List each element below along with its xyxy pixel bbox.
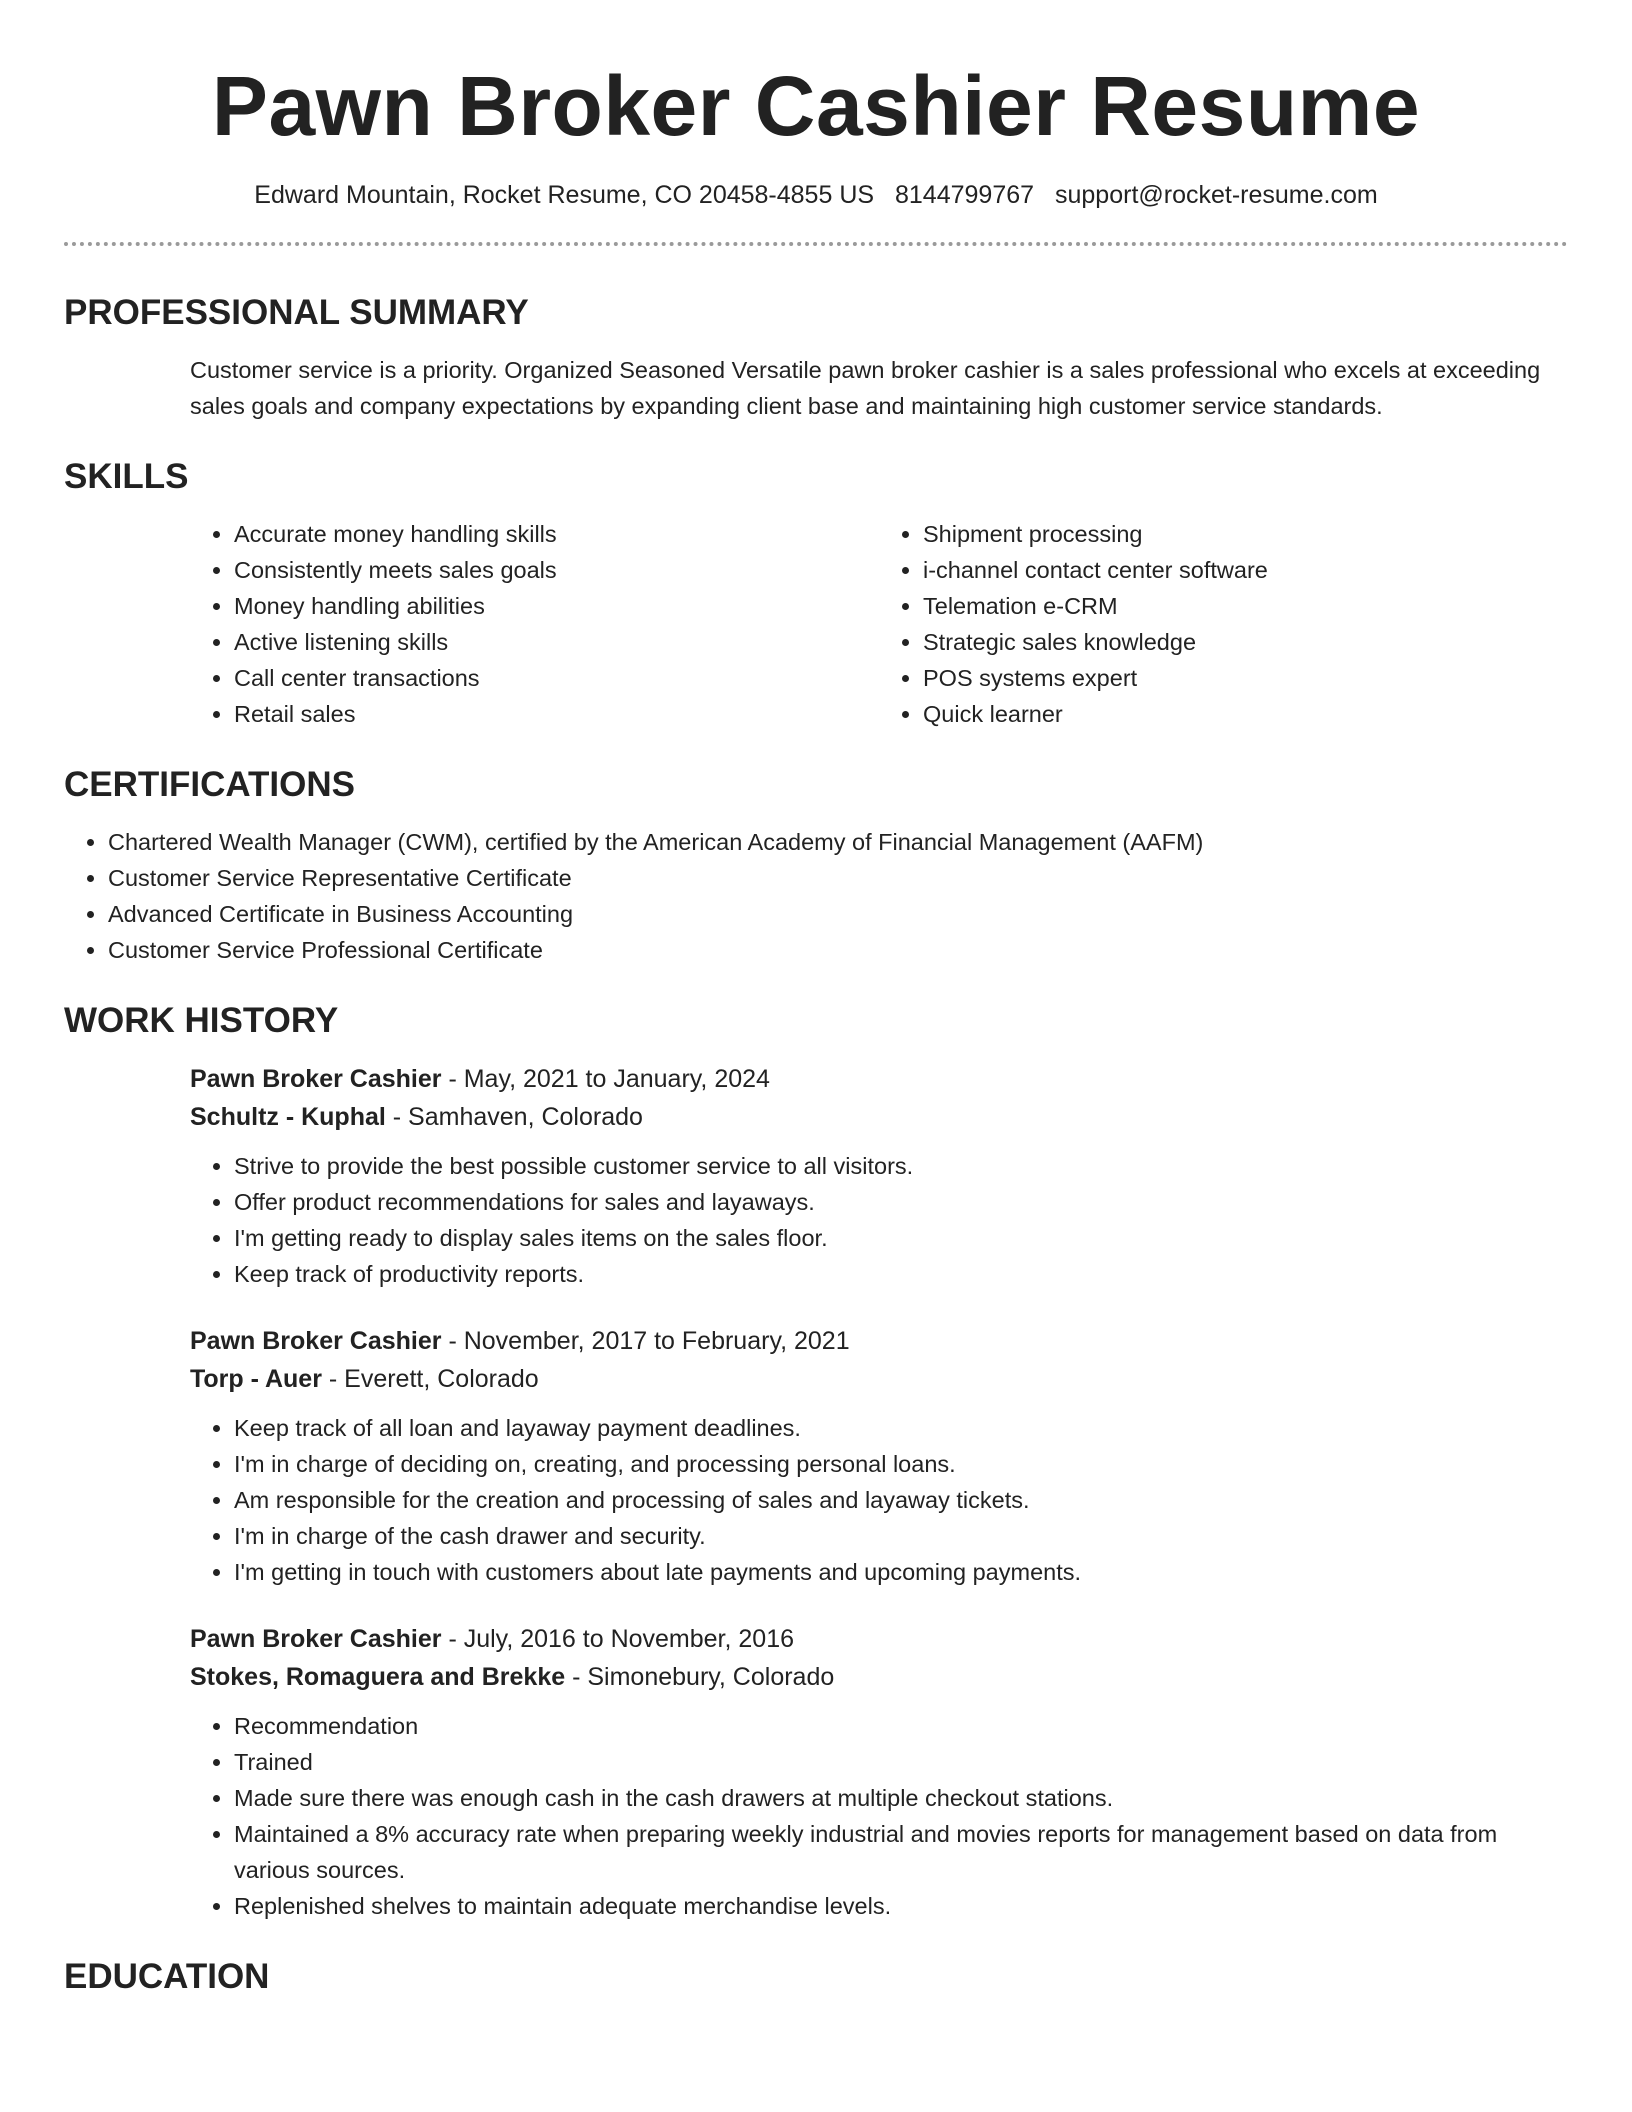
skills-left-list — [190, 516, 879, 732]
job-company: Stokes, Romaguera and Brekke — [190, 1663, 566, 1691]
resume-title: Pawn Broker Cashier Resume — [211, 59, 1421, 153]
certification-item: • Advanced Certificate in Business Accounting — [108, 896, 1568, 932]
job-company-line — [190, 1098, 1568, 1136]
skills-section — [64, 454, 1568, 732]
job-location: - Everett, Colorado — [321, 1365, 539, 1393]
certifications-section — [64, 762, 1568, 968]
certification-item: • Customer Service Professional Certificate — [108, 932, 1568, 968]
job-duty: • Trained — [234, 1744, 1568, 1780]
certifications-heading: CERTIFICATIONS — [64, 765, 356, 804]
education-section — [64, 1954, 1568, 2000]
job-location: - Simonebury, Colorado — [565, 1663, 835, 1691]
education-heading: EDUCATION — [64, 1957, 270, 1996]
summary-text: Customer service is a priority. Organized Seasoned Versatile pawn broker cashier is a sales professional who excels at exceeding sales goals and company expectations by expanding client base and maintaining high customer service standards. — [190, 357, 1541, 419]
job-duties-list — [190, 1708, 1568, 1924]
summary-section — [64, 290, 1568, 424]
job-duty: • Strive to provide the best possible customer service to all visitors. — [234, 1148, 1568, 1184]
job-duty: • Am responsible for the creation and processing of sales and layaway tickets. — [234, 1482, 1568, 1518]
certification-item: • Customer Service Representative Certificate — [108, 860, 1568, 896]
job-duties-list — [190, 1410, 1568, 1590]
job-entry — [190, 1060, 1568, 1292]
job-title-line — [190, 1060, 1568, 1098]
job-duty: • I'm in charge of the cash drawer and security. — [234, 1518, 1568, 1554]
skill-item: • Money handling abilities — [234, 588, 879, 624]
job-duties-list — [190, 1148, 1568, 1292]
certifications-list — [64, 824, 1568, 968]
job-title: Pawn Broker Cashier — [190, 1625, 442, 1653]
skill-item: • Retail sales — [234, 696, 879, 732]
skills-right-list — [879, 516, 1568, 732]
job-duty: • I'm getting in touch with customers about late payments and upcoming payments. — [234, 1554, 1568, 1590]
summary-heading: PROFESSIONAL SUMMARY — [64, 293, 529, 332]
skill-item: • Call center transactions — [234, 660, 879, 696]
contact-phone: 8144799767 — [895, 181, 1035, 209]
job-dates: - July, 2016 to November, 2016 — [441, 1625, 795, 1653]
skills-grid — [190, 516, 1568, 732]
skill-item: • Active listening skills — [234, 624, 879, 660]
job-company-line — [190, 1658, 1568, 1696]
job-title-line — [190, 1620, 1568, 1658]
job-dates: - November, 2017 to February, 2021 — [441, 1327, 850, 1355]
job-duty: • Replenished shelves to maintain adequate merchandise levels. — [234, 1888, 1568, 1924]
job-title: Pawn Broker Cashier — [190, 1065, 442, 1093]
job-duty: • I'm getting ready to display sales items on the sales floor. — [234, 1220, 1568, 1256]
skill-item: • Quick learner — [923, 696, 1568, 732]
skill-item: • POS systems expert — [923, 660, 1568, 696]
work-history-heading: WORK HISTORY — [64, 1001, 339, 1040]
job-company: Schultz - Kuphal — [190, 1103, 386, 1131]
job-duty: • Offer product recommendations for sales and layaways. — [234, 1184, 1568, 1220]
certification-item: • Chartered Wealth Manager (CWM), certified by the American Academy of Financial Management (AAFM) — [108, 824, 1568, 860]
skill-item: • i-channel contact center software — [923, 552, 1568, 588]
contact-email: support@rocket-resume.com — [1055, 181, 1378, 209]
contact-line — [64, 178, 1568, 212]
job-duty: • I'm in charge of deciding on, creating, and processing personal loans. — [234, 1446, 1568, 1482]
skills-heading: SKILLS — [64, 457, 189, 496]
job-duty: • Keep track of productivity reports. — [234, 1256, 1568, 1292]
job-duty: • Keep track of all loan and layaway payment deadlines. — [234, 1410, 1568, 1446]
skill-item: • Telemation e-CRM — [923, 588, 1568, 624]
job-duty: • Maintained a 8% accuracy rate when preparing weekly industrial and movies reports for management based on data from various sources. — [234, 1816, 1568, 1888]
job-duty: • Recommendation — [234, 1708, 1568, 1744]
job-duty: • Made sure there was enough cash in the cash drawers at multiple checkout stations. — [234, 1780, 1568, 1816]
skill-item: • Shipment processing — [923, 516, 1568, 552]
skill-item: • Consistently meets sales goals — [234, 552, 879, 588]
job-title-line — [190, 1322, 1568, 1360]
contact-address: Edward Mountain, Rocket Resume, CO 20458-4855 US — [254, 181, 875, 209]
job-company-line — [190, 1360, 1568, 1398]
skill-item: • Strategic sales knowledge — [923, 624, 1568, 660]
job-company: Torp - Auer — [190, 1365, 322, 1393]
skill-item: • Accurate money handling skills — [234, 516, 879, 552]
header-divider — [64, 242, 1568, 246]
work-history-section — [64, 998, 1568, 1924]
job-entry — [190, 1620, 1568, 1924]
job-title: Pawn Broker Cashier — [190, 1327, 442, 1355]
job-location: - Samhaven, Colorado — [385, 1103, 643, 1131]
job-entry — [190, 1322, 1568, 1590]
job-dates: - May, 2021 to January, 2024 — [441, 1065, 770, 1093]
